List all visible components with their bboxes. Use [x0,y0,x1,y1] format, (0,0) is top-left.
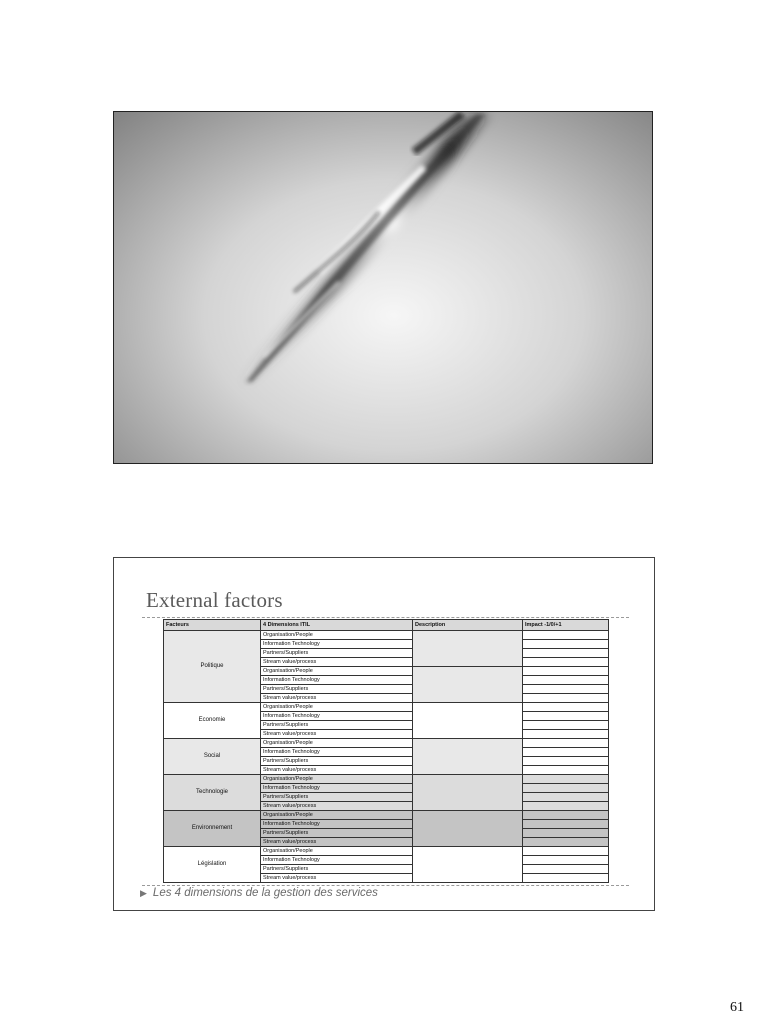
factor-cell: Environnement [164,811,261,847]
table-row [164,811,609,820]
impact-cell [523,676,609,685]
impact-cell [523,865,609,874]
dimension-cell: Partners/Suppliers [261,793,413,802]
factor-cell: Economie [164,703,261,739]
dimension-cell: Partners/Suppliers [261,721,413,730]
impact-cell [523,748,609,757]
page-number: 61 [730,1000,744,1015]
factor-cell: Social [164,739,261,775]
description-cell [413,847,523,883]
dimension-cell: Organisation/People [261,847,413,856]
impact-cell [523,712,609,721]
dimension-cell: Information Technology [261,820,413,829]
impact-cell [523,658,609,667]
header-description: Description [413,620,523,631]
divider-bottom [142,885,629,886]
table-header-row [164,620,609,631]
header-impact: Impact -1/0/+1 [523,620,609,631]
impact-cell [523,631,609,640]
slide-title: External factors [146,588,283,612]
dimension-cell: Partners/Suppliers [261,649,413,658]
impact-cell [523,856,609,865]
table-row [164,739,609,748]
factor-cell: Politique [164,631,261,703]
abstract-streak-graphic [114,112,653,464]
dimension-cell: Information Technology [261,856,413,865]
impact-cell [523,703,609,712]
dimension-cell: Organisation/People [261,631,413,640]
caption-text: Les 4 dimensions de la gestion des services [152,887,378,899]
description-cell [413,739,523,775]
dimension-cell: Partners/Suppliers [261,829,413,838]
dimension-cell: Partners/Suppliers [261,757,413,766]
impact-cell [523,802,609,811]
divider-top [142,617,629,618]
dimension-cell: Stream value/process [261,730,413,739]
impact-cell [523,766,609,775]
table-row [164,847,609,856]
impact-cell [523,649,609,658]
slide-caption [140,887,378,899]
table-row [164,703,609,712]
impact-cell [523,838,609,847]
impact-cell [523,721,609,730]
impact-cell [523,784,609,793]
external-factors-table [163,619,609,883]
dimension-cell: Stream value/process [261,766,413,775]
dimension-cell: Stream value/process [261,838,413,847]
dimension-cell: Partners/Suppliers [261,685,413,694]
triangle-bullet-icon: ▶ [140,888,147,898]
table-row [164,631,609,640]
dimension-cell: Information Technology [261,784,413,793]
dimension-cell: Stream value/process [261,874,413,883]
dimension-cell: Information Technology [261,712,413,721]
impact-cell [523,775,609,784]
description-cell [413,811,523,847]
factor-cell: Technologie [164,775,261,811]
dimension-cell: Stream value/process [261,694,413,703]
description-cell [413,703,523,739]
impact-cell [523,730,609,739]
description-cell [413,667,523,703]
dimension-cell: Stream value/process [261,658,413,667]
dimension-cell: Stream value/process [261,802,413,811]
dimension-cell: Organisation/People [261,703,413,712]
dimension-cell: Organisation/People [261,811,413,820]
impact-cell [523,667,609,676]
impact-cell [523,640,609,649]
impact-cell [523,694,609,703]
dimension-cell: Information Technology [261,676,413,685]
impact-cell [523,829,609,838]
impact-cell [523,739,609,748]
impact-cell [523,847,609,856]
impact-cell [523,757,609,766]
dimension-cell: Partners/Suppliers [261,865,413,874]
header-facteurs: Facteurs [164,620,261,631]
dimension-cell: Organisation/People [261,667,413,676]
header-dimensions: 4 Dimensions ITIL [261,620,413,631]
slide-decorative-image [113,111,653,464]
impact-cell [523,811,609,820]
dimension-cell: Organisation/People [261,775,413,784]
dimension-cell: Information Technology [261,748,413,757]
dimension-cell: Information Technology [261,640,413,649]
impact-cell [523,820,609,829]
slide-external-factors [113,557,655,911]
dimension-cell: Organisation/People [261,739,413,748]
factor-cell: Législation [164,847,261,883]
description-cell [413,631,523,667]
table-row [164,775,609,784]
impact-cell [523,685,609,694]
impact-cell [523,793,609,802]
description-cell [413,775,523,811]
impact-cell [523,874,609,883]
